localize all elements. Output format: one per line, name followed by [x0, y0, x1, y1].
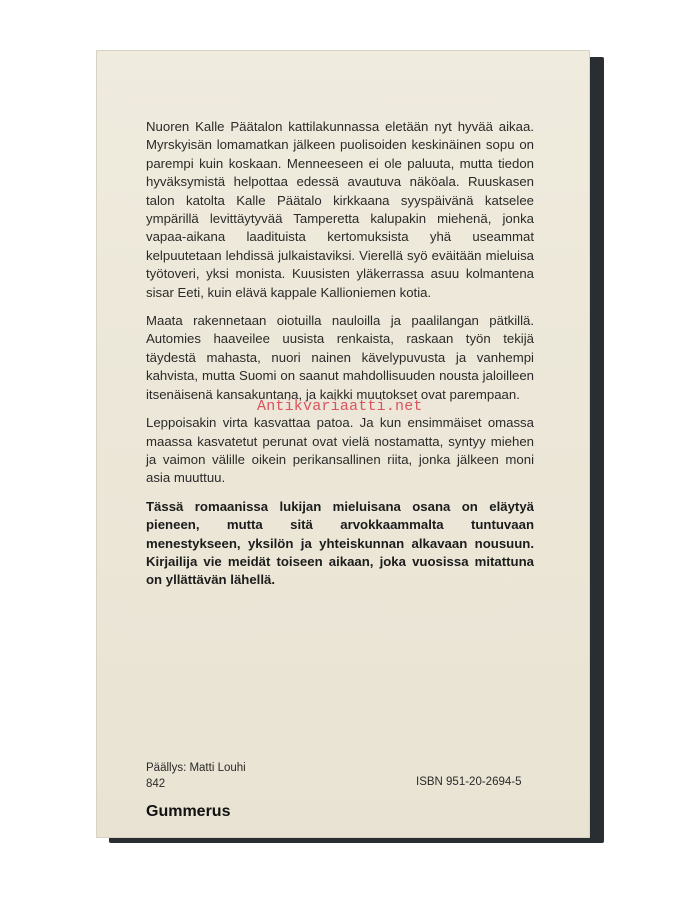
- cover-credits: [146, 760, 246, 792]
- blurb-paragraph-3: Leppoisakin virta kasvattaa patoa. Ja kun ensimmäiset omassa maassa kasvatetut perunat ovat vielä nostamatta, syntyy miehen ja vaimon välille oikein perikansallinen riita, jonka jälkeen moni asia muuttuu.: [146, 415, 534, 486]
- catalog-code: 842: [146, 778, 166, 790]
- seller-watermark: Antikvariaatti.net: [257, 398, 423, 415]
- publisher-name: Gummerus: [146, 803, 231, 820]
- back-cover-blurb: [146, 118, 534, 600]
- blurb-paragraph-2: Maata rakennetaan oiotuilla nauloilla ja paalilangan pätkillä. Automies haaveilee uusista renkaista, raskaan työn tekijä täydestä mahasta, nuori nainen kävelypuvusta ja vanhempi kahvista, mutta Suomi on saanut mahdollisuuden nousta jaloilleen itsenäisenä kansakuntana, ja kaikki muutokset ovat parempaan.: [146, 313, 534, 402]
- blurb-bold-paragraph: Tässä romaanissa lukijan mieluisana osana on eläytyä pieneen, mutta sitä arvokkaammalta tuntuvaan menestykseen, yksilön ja yhteiskunnan alkavaan nousuun. Kirjailija vie meidät toiseen aikaan, joka vuosissa mitattuna on yllättävän lähellä.: [146, 498, 534, 588]
- blurb-paragraph-1: Nuoren Kalle Päätalon kattilakunnassa eletään nyt hyvää aikaa. Myrskyisän lomamatkan jälkeen puolisoiden keskinäinen sopu on parempi kuin koskaan. Menneeseen ei ole paluuta, mutta tiedon hyväksymistä helpottaa edessä avautuva näköala. Ruuskasen talon katolta Kalle Päätalo kirkkaana syyspäivänä katselee ympärillä levittäytyvää Tamperetta kalupakin miehenä, jonka vapaa-aikana laadituista kertomuksista yhä useammat kelpuutetaan lehdissä julkaistaviksi. Vierellä syö eväitään mieluisa työtoveri, yksi monista. Kuusisten yläkerrassa asuu kolmantena sisar Eeti, kuin elävä kappale Kallioniemen kotia.: [146, 119, 534, 300]
- isbn-number: ISBN 951-20-2694-5: [416, 776, 522, 788]
- cover-artist-credit: Päällys: Matti Louhi: [146, 762, 246, 774]
